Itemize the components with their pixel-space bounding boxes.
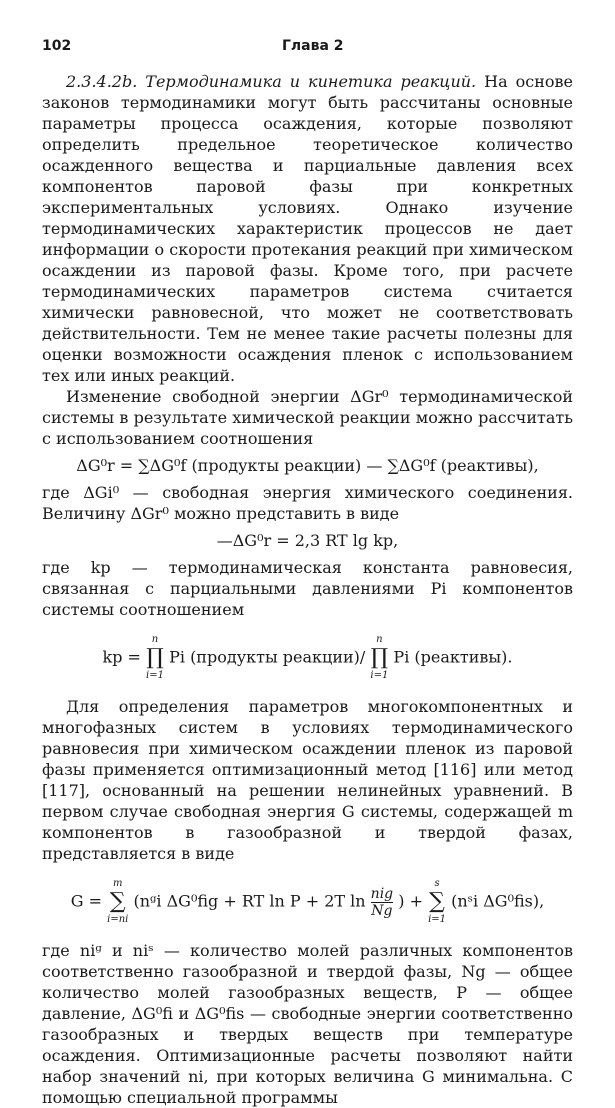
paragraph-2: Изменение свободной энергии ΔGr⁰ термодинамической системы в результате химической реакции можно рассчитать с использованием соотношения xyxy=(42,387,573,448)
fraction xyxy=(371,886,393,919)
eq3-lhs: kp = xyxy=(102,647,141,667)
product-operator-2: n ∏ i=1 xyxy=(370,634,389,681)
prod2-upper-limit: n xyxy=(376,634,383,645)
equation-2: —ΔG⁰r = 2,3 RT lg kp, xyxy=(216,531,399,550)
sum2-lower-limit: i=1 xyxy=(428,914,447,925)
eq4-body3: (nˢi ΔG⁰fis), xyxy=(451,891,545,911)
page-number: 102 xyxy=(42,38,72,54)
prod-lower-limit: i=1 xyxy=(146,670,164,681)
page-header xyxy=(42,36,573,57)
chapter-title: Глава 2 xyxy=(282,38,344,54)
eq4-body2: ) + xyxy=(398,891,423,911)
prod-upper-limit: n xyxy=(151,634,159,645)
paragraph-5: Для определения параметров многокомпонентных и многофазных систем в условиях термодинамического равновесия при химическом осаждении пленок из паровой фазы применяется оптимизационный метод [116] или метод [117], основанный на решении нелинейных уравнений. В первом случае свободная энергия G системы, содержащей m компонентов в газообразной и твердой фазах, представляется в виде xyxy=(42,697,573,863)
product-operator-1: n ∏ i=1 xyxy=(146,634,164,681)
equation-1: ΔG⁰r = ∑ΔG⁰f (продукты реакции) — ∑ΔG⁰f (реактивы), xyxy=(76,456,539,475)
sum1-lower-limit: i=ni xyxy=(107,914,129,925)
paragraph-4: где kp — термодинамическая константа равновесия, связанная с парциальными давлениями Pi компонентов системы соотношением xyxy=(42,558,573,619)
eq4-body1: (nᵍi ΔG⁰fig + RT ln P + 2T ln xyxy=(133,891,366,911)
sum-operator-1: m ∑ i=ni xyxy=(107,878,129,925)
sum-operator-2: s ∑ i=1 xyxy=(428,878,447,925)
eq3-part1: Pi (продукты реакции)/ xyxy=(169,647,366,667)
equation-4 xyxy=(42,878,573,926)
eq4-lhs: G = xyxy=(70,891,103,911)
paragraph-6: где niᵍ и niˢ — количество молей различных компонентов соответственно газообразной и твердой фазы, Ng — общее количество молей газообразных веществ, P — общее давление, ΔG⁰fi и ΔG⁰fis — свободные энергии соответственно газообразных и твердых веществ при температуре осаждения. Оптимизационные расчеты позволяют найти набор значений ni, при которых величина G минимальна. С помощью специальной программы xyxy=(42,941,573,1107)
sum1-upper-limit: m xyxy=(113,878,123,889)
prod2-lower-limit: i=1 xyxy=(370,670,389,681)
section-title: 2.3.4.2b. Термодинамика и кинетика реакций. xyxy=(66,72,477,91)
fraction-denominator: Ng xyxy=(371,902,393,919)
fraction-numerator: nig xyxy=(370,885,394,902)
eq3-part2: Pi (реактивы). xyxy=(393,647,513,667)
paragraph-3: где ΔGi⁰ — свободная энергия химического соединения. Величину ΔGr⁰ можно представить в виде xyxy=(42,483,573,523)
paragraph-1-text: На основе законов термодинамики могут быть рассчитаны основные параметры процесса осаждения, которые позволяют определить предельное теоретическое количество осажденного вещества и парциальные давления всех компонентов паровой фазы при конкретных экспериментальных условиях. Однако изучение термодинамических характеристик процессов не дает информации о скорости протекания реакций при химическом осаждении из паровой фазы. Кроме того, при расчете термодинамических параметров система считается химически равновесной, что может не соответствовать действительности. Тем не менее такие расчеты полезны для оценки возможности осаждения пленок с использованием тех или иных реакций. xyxy=(42,72,573,385)
equation-3 xyxy=(42,634,573,682)
sum2-upper-limit: s xyxy=(434,878,440,889)
paragraph-1 xyxy=(42,71,573,386)
